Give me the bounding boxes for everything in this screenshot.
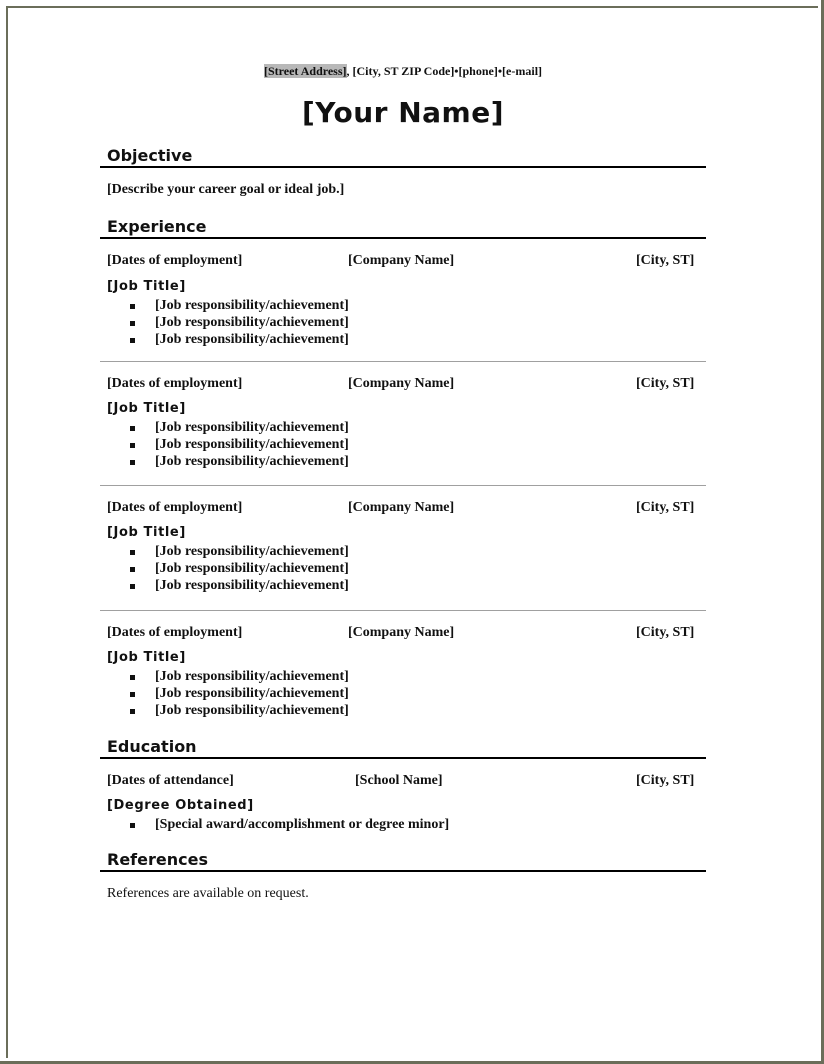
job-dates[interactable]: [Dates of employment] (107, 376, 243, 391)
bullet-icon (130, 443, 135, 448)
street-address[interactable]: [Street Address] (263, 64, 347, 78)
section-rule (100, 237, 706, 239)
job-title[interactable]: [Job Title] (107, 279, 186, 294)
job-responsibility[interactable]: [Job responsibility/achievement] (155, 298, 349, 313)
section-heading-objective: Objective (107, 146, 193, 165)
section-rule (100, 757, 706, 759)
contact-details[interactable]: , [City, ST ZIP Code]•[phone]•[e-mail] (346, 64, 543, 78)
bullet-icon (130, 692, 135, 697)
contact-line (0, 64, 806, 79)
bullet-icon (130, 426, 135, 431)
job-divider (100, 485, 706, 486)
bullet-icon (130, 550, 135, 555)
bullet-icon (130, 567, 135, 572)
your-name[interactable]: [Your Name] (301, 96, 505, 129)
job-city[interactable]: [City, ST] (636, 625, 695, 640)
job-title[interactable]: [Job Title] (107, 650, 186, 665)
job-responsibility[interactable]: [Job responsibility/achievement] (155, 686, 349, 701)
section-heading-education: Education (107, 737, 197, 756)
bullet-icon (130, 460, 135, 465)
company-name[interactable]: [Company Name] (348, 253, 455, 268)
company-name[interactable]: [Company Name] (348, 376, 455, 391)
job-responsibility[interactable]: [Job responsibility/achievement] (155, 669, 349, 684)
job-dates[interactable]: [Dates of employment] (107, 625, 243, 640)
job-city[interactable]: [City, ST] (636, 376, 695, 391)
section-heading-references: References (107, 850, 208, 869)
job-city[interactable]: [City, ST] (636, 500, 695, 515)
job-dates[interactable]: [Dates of employment] (107, 500, 243, 515)
job-title[interactable]: [Job Title] (107, 525, 186, 540)
job-responsibility[interactable]: [Job responsibility/achievement] (155, 544, 349, 559)
section-heading-experience: Experience (107, 217, 207, 236)
references-text[interactable]: References are available on request. (107, 886, 309, 901)
company-name[interactable]: [Company Name] (348, 500, 455, 515)
school-name[interactable]: [School Name] (355, 773, 443, 788)
education-award[interactable]: [Special award/accomplishment or degree minor] (155, 817, 450, 832)
section-rule (100, 870, 706, 872)
bullet-icon (130, 304, 135, 309)
job-divider (100, 361, 706, 362)
job-responsibility[interactable]: [Job responsibility/achievement] (155, 437, 349, 452)
bullet-icon (130, 321, 135, 326)
job-responsibility[interactable]: [Job responsibility/achievement] (155, 332, 349, 347)
job-responsibility[interactable]: [Job responsibility/achievement] (155, 454, 349, 469)
objective-text[interactable]: [Describe your career goal or ideal job.] (107, 182, 345, 197)
section-rule (100, 166, 706, 168)
job-responsibility[interactable]: [Job responsibility/achievement] (155, 703, 349, 718)
bullet-icon (130, 675, 135, 680)
job-responsibility[interactable]: [Job responsibility/achievement] (155, 561, 349, 576)
job-responsibility[interactable]: [Job responsibility/achievement] (155, 315, 349, 330)
job-dates[interactable]: [Dates of employment] (107, 253, 243, 268)
bullet-icon (130, 709, 135, 714)
company-name[interactable]: [Company Name] (348, 625, 455, 640)
education-dates[interactable]: [Dates of attendance] (107, 773, 234, 788)
bullet-icon (130, 584, 135, 589)
bullet-icon (130, 338, 135, 343)
school-city[interactable]: [City, ST] (636, 773, 695, 788)
job-divider (100, 610, 706, 611)
job-city[interactable]: [City, ST] (636, 253, 695, 268)
job-responsibility[interactable]: [Job responsibility/achievement] (155, 420, 349, 435)
bullet-icon (130, 823, 135, 828)
degree-obtained[interactable]: [Degree Obtained] (107, 798, 254, 813)
job-responsibility[interactable]: [Job responsibility/achievement] (155, 578, 349, 593)
job-title[interactable]: [Job Title] (107, 401, 186, 416)
